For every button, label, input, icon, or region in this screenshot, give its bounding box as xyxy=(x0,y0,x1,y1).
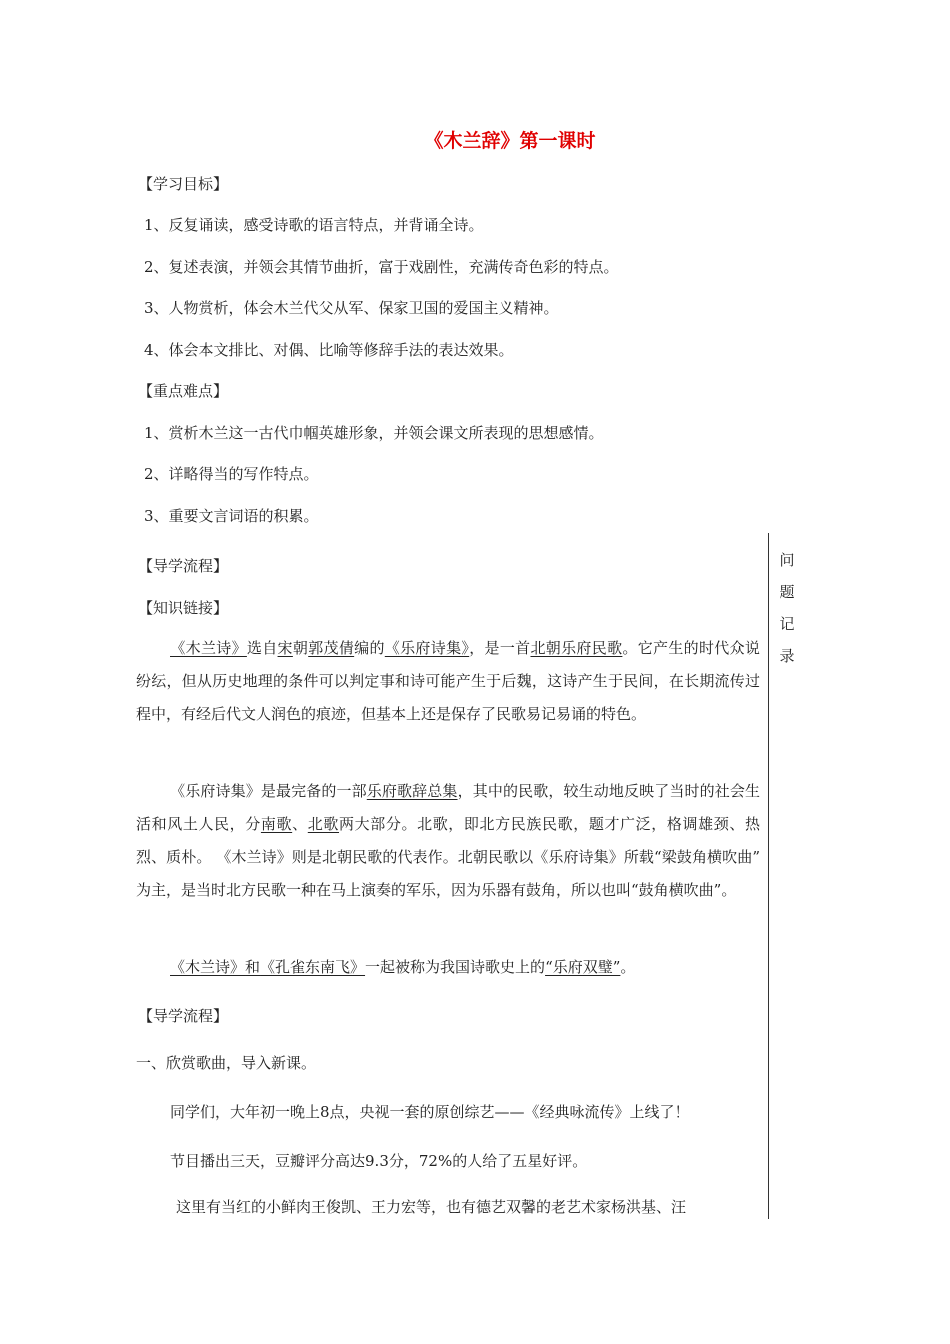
key-point-item-1: 1、赏析木兰这一古代巾帼英雄形象，并领会课文所表现的思想感情。 xyxy=(144,424,604,442)
objective-item-3: 3、人物赏析，体会木兰代父从军、保家卫国的爱国主义精神。 xyxy=(144,299,559,317)
knowledge-heading: 【知识链接】 xyxy=(138,599,229,617)
text-span: 和 xyxy=(245,958,261,976)
term-nange: 南歌 xyxy=(260,815,293,833)
term-collection: 歌辞总集 xyxy=(397,782,458,800)
key-point-item-2: 2、详略得当的写作特点。 xyxy=(144,465,319,483)
notes-sidebar-label: 问题记录 xyxy=(779,551,795,665)
poem-title-mulan: 《木兰诗》 xyxy=(170,958,246,976)
dynasty-song: 宋 xyxy=(277,639,293,657)
objective-item-2: 2、复述表演，并领会其情节曲折，富于戏剧性，充满传奇色彩的特点。 xyxy=(144,258,619,276)
text-span: ，其中的民歌，较生动地反映了当时的社会生活和风土人民，分 xyxy=(136,782,760,833)
term-yuefu: 乐府 xyxy=(366,782,398,800)
page-title: 《木兰辞》第一课时 xyxy=(424,130,596,152)
objectives-heading: 【学习目标】 xyxy=(138,175,229,193)
guide-step-1: 一、欣赏歌曲，导入新课。 xyxy=(136,1054,317,1072)
guide-line-3: 这里有当红的小鲜肉王俊凯、王力宏等，也有德艺双馨的老艺术家杨洪基、汪 xyxy=(176,1198,687,1216)
key-points-heading: 【重点难点】 xyxy=(138,382,229,400)
text-span: ，是一首 xyxy=(469,639,531,657)
notes-divider xyxy=(768,533,769,1219)
poem-title-peacock: 《孔雀东南飞》 xyxy=(260,958,366,976)
guide-line-1: 同学们，大年初一晚上8点，央视一套的原创综艺——《经典咏流传》上线了！ xyxy=(170,1103,690,1121)
anthology-title: 《乐府诗集》 xyxy=(384,639,470,657)
knowledge-paragraph-1 xyxy=(136,632,760,731)
guide-line-2: 节目播出三天，豆瓣评分高达9.3分，72%的人给了五星好评。 xyxy=(170,1152,588,1170)
knowledge-paragraph-2 xyxy=(136,775,760,907)
key-point-item-3: 3、重要文言词语的积累。 xyxy=(144,507,319,525)
text-span: 两大部分。北歌，即北方民族民歌，题才广泛，格调雄颈、热烈、质朴。 《木兰诗》则是北朝民歌的代表作。北朝民歌以《乐府诗集》所载“梁鼓角横吹曲” 为主，是当时北方民歌一种在马上演奏的军乐，因为乐器有鼓角，所以也叫“鼓角横吹曲”。 xyxy=(136,815,760,899)
text-span: 。 xyxy=(620,958,636,976)
knowledge-paragraph-3 xyxy=(136,951,760,984)
text-span: 《乐府诗集》是最完备的一部 xyxy=(170,782,367,800)
objective-item-4: 4、体会本文排比、对偶、比喻等修辞手法的表达效果。 xyxy=(144,341,514,359)
text-span: 选自 xyxy=(246,639,278,657)
objective-item-1: 1、反复诵读，感受诗歌的语言特点，并背诵全诗。 xyxy=(144,216,484,234)
editor-name: 郭茂倩 xyxy=(308,639,355,657)
text-span: 编的 xyxy=(354,639,385,657)
guide-heading-top: 【导学流程】 xyxy=(138,557,229,575)
poem-title: 《木兰诗》 xyxy=(170,639,247,657)
term-twin-jades: “乐府双璧” xyxy=(545,958,621,976)
text-span: 、 xyxy=(292,815,308,833)
text-span: 朝 xyxy=(292,639,309,657)
guide-heading: 【导学流程】 xyxy=(138,1007,229,1025)
text-span: 一起被称为我国诗歌史上的 xyxy=(365,958,546,976)
term-beige: 北歌 xyxy=(307,815,340,833)
text-span: 。它产生的时代众说纷纭，但从历史地理的条件可以判定事和诗可能产生于后魏，这诗产生于民间，在长期流传过程中，有经后代文人润色的痕迹，但基本上还是保存了民歌易记易诵的特色。 xyxy=(136,639,760,723)
genre-term: 北朝乐府民歌 xyxy=(530,639,623,657)
